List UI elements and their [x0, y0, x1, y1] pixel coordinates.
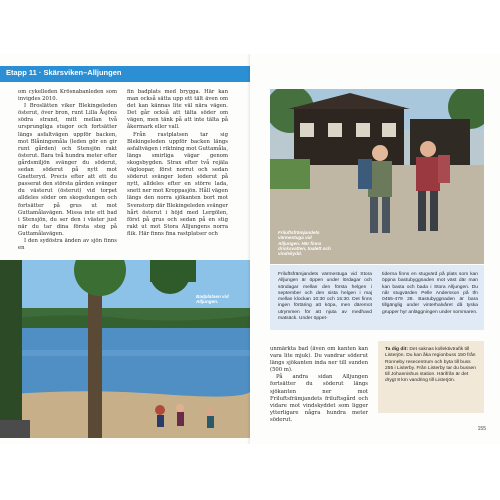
paragraph: I den sydöstra änden av sjön finns en [18, 237, 117, 252]
getting-there-body: Det saknas kollektivtrafik till Listerjön. Du kan åka regionbuss 150 från Ronneby resecentrum och byta till buss 255 i Listerby. Från Listerby tar du bussen till Johannishus station. Härifrån är det drygt 8 km vandring till Listerjön. [385, 347, 476, 384]
getting-there-lead: Ta dig dit: [385, 347, 408, 352]
left-column-2 [127, 89, 228, 238]
paragraph: fin badplats med brygga. Här kan man också sätta upp ett tält även om det kan kännas lite väl nära vägen. Det går också att tälta söder om vägen, men tänk på att inte tälta på åkermark eller vall. [127, 89, 228, 131]
lake-beach-photo [0, 260, 250, 438]
getting-there-text [385, 347, 477, 385]
left-column-1 [18, 89, 117, 252]
book-spread [0, 54, 500, 444]
paragraph: om cykelleden Krösnabanleden som invigdes 2010. [18, 89, 117, 103]
paragraph: Från rastplatsen tar sig Blekingeleden uppför backen längs asfaltvägen i riktning mot Guttamåla, längs smirliga vägar genom skogsbygden. Strax efter två rejäla vägloopar, först norrut och sedan söderut svänger leden söderut på nytt, alldeles efter en större lada, snett ner mot Kroppasjön. Håll vägen längs den norra sjökanten bort mot Svenstorp där Blekingeleden svänger hårt österut i höjd med Lergölen, först på grus och sedan på en stig rakt ut mot Stora Alljungens norra flik. Här finns fina rastplatser och [127, 131, 228, 237]
paragraph: unmärkta bad (även om kanten kan vara lite mjuk). Du vandrar söderut längs sjökanten inda ner till sunden (500 m). [270, 346, 368, 374]
info-text-col-2: tiderna finns en stugvärd på plats som kan öppna bastubyggnaden mot väst där man kan basta och bada i Stora Alljungen. Du når stugvärden Pelle Andersson på tfn 0455-479 28. Bastubyggnaden är bara tillgänglig under vinterhalvåret då tyska grupper hyr anläggningen under sommaren. [382, 272, 478, 315]
photo-caption: Badplatsen vid Alljungen. [196, 294, 229, 305]
page-number: 155 [477, 426, 486, 432]
paragraph: På andra sidan Alljungen fortsätter du söderut längs sjökanten ner mot Friluftsfrämjandets friluftsgård och vidare mot vindskyddet som ligger ytterligare några hundra meter söderut. [270, 374, 368, 423]
paragraph: I Broslätten viker Blekingeleden österut, över bron, runt Lilla Åsjöns södra strand, mitt mellan två ursprungliga stugor och fortsätter längs asfaltvägen uppför backen, mot Blåningsmåla (leden gör en gir runt gården) och Stensjön rakt österut. Bara två hundra meter efter gårdsmiljön svänger du söderut, sedan söderut på nytt mot Gnetteryd. Precis efter att ett du passerat den största gården svänger du västerut (österut) vid torpet alldeles söder om skogsdungen och fortsätter på grus ut mot Guttamålavägen. Missa inte ett bad i Stensjön, du ser den i väster just när du tar dina första steg på Guttamålavägen. [18, 103, 117, 237]
right-column-1 [270, 346, 368, 424]
hikers-photo [270, 89, 484, 264]
lake-beach-illustration [0, 260, 250, 438]
info-text-col-1: Friluftsfrämjandets värmestuga vid Stora Alljungen är öppen under lördagar och söndagar mellan den första helgen i september och den sista helgen i maj mellan klockan 10:30 och 15:30. Det finns ingen förtäring att köpa, men däremot utrymmen för att njuta av medhavd matsäck. Under öppet- [278, 272, 372, 322]
left-page [0, 54, 250, 444]
chapter-header-bar [0, 66, 250, 82]
right-page [250, 54, 500, 444]
chapter-title: Etapp 11 · Skärsviken–Alljungen [6, 68, 122, 77]
info-box-heating-cabin [270, 265, 484, 330]
getting-there-box [378, 341, 484, 413]
photo-caption: Friluftsfrämjandets värmestuga vid Alljungen. Här finns dricksvatten, toalett och vindskydd. [278, 230, 331, 257]
